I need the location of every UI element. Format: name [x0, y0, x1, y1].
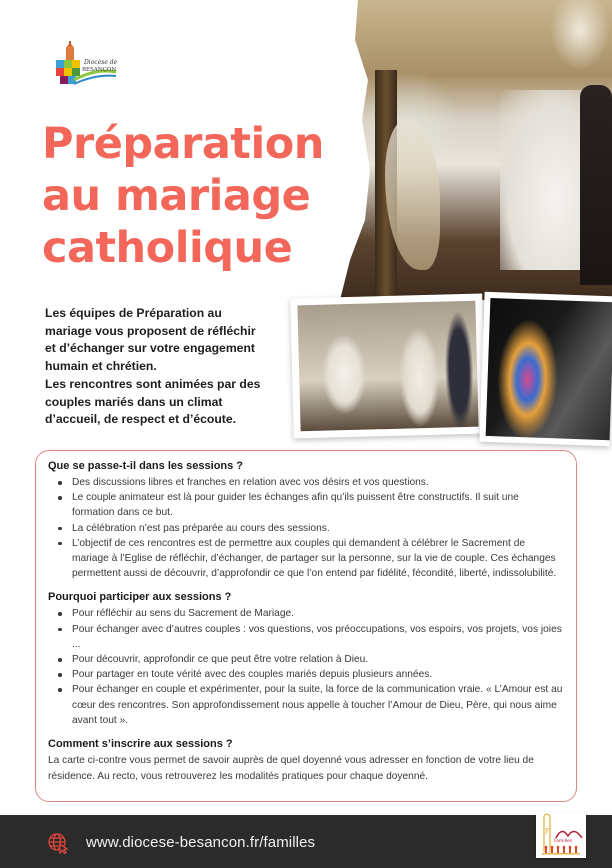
photo-stained-glass-image [486, 298, 612, 440]
list-item: La célébration n’est pas préparée au cours des sessions. [64, 521, 564, 536]
list-item: Pour découvrir, approfondir ce que peut être votre relation à Dieu. [64, 652, 564, 667]
bullet-list-what-happens [48, 475, 564, 581]
page-title [42, 118, 342, 274]
list-item: Des discussions libres et franches en relation avec vos désirs et vos questions. [64, 475, 564, 490]
intro-line: mariage vous proposent de réfléchir [45, 323, 256, 338]
register-paragraph: La carte ci-contre vous permet de savoir auprès de quel doyenné vous adresser en fonction de votre lieu de résidence. Au recto, vous retrouverez les modalités pratiques pour chaque doyenné. [48, 755, 534, 783]
photo-wedding-altar-image [297, 301, 478, 432]
intro-line: humain et chrétien. [45, 359, 157, 374]
groom-figure [580, 85, 612, 285]
list-item: Pour partager en toute vérité avec des couples mariés depuis plusieurs années. [64, 667, 564, 682]
diocese-logo [52, 38, 124, 92]
intro-text [45, 305, 295, 429]
photo-wedding-altar [290, 294, 486, 439]
list-item: Pour réfléchir au sens du Sacrement de Mariage. [64, 606, 564, 621]
intro-line: Les rencontres sont animées par des [45, 376, 261, 391]
info-box [35, 450, 577, 802]
intro-line: d’accueil, de respect et d’écoute. [45, 412, 237, 427]
svg-text:Diocèse de: Diocèse de [84, 59, 118, 66]
list-item: Pour échanger en couple et expérimenter, pour la suite, la force de la communication vraie. « L’Amour est au cœur des rencontres. Son approfondissement nous appelle à toucher l’Amour de Dieu, Père, qui nous aime avant tout ». [64, 682, 564, 728]
svg-text:F: F [545, 827, 550, 836]
list-item: L’objectif de ces rencontres est de permettre aux couples qui demandent à célébrer le Sacrement de mariage à l’Eglise de réfléchir, d’échanger, de partager sur la personne, sur la vie de couple. Ces échanges permettent aussi de découvrir, d’approfondir ce que l’on entend par fidélité, fécondité, liberté, indissolubilité. [64, 536, 564, 582]
familles-logo [536, 812, 586, 858]
list-item: Pour échanger avec d’autres couples : vos questions, vos préoccupations, vos espoirs, vos projets, vos joies ... [64, 622, 564, 652]
svg-text:Familles: Familles [554, 839, 573, 844]
section-title-why-participate: Pourquoi participer aux sessions ? [48, 591, 232, 604]
photo-stained-glass [479, 292, 612, 446]
diocese-logo-icon [52, 38, 124, 92]
intro-line: Les équipes de Préparation au [45, 306, 222, 320]
website-link[interactable]: www.diocese-besancon.fr/familles [86, 834, 316, 851]
section-title-what-happens: Que se passe-t-il dans les sessions ? [48, 460, 244, 472]
bullet-list-why-participate [48, 606, 564, 728]
list-item: Le couple animateur est là pour guider les échanges afin qu’ils puissent être constructifs. Il suit une formation dans ce but. [64, 490, 564, 520]
section-title-how-to-register: Comment s’inscrire aux sessions ? [48, 738, 233, 751]
intro-line: couples mariés dans un climat [45, 394, 223, 409]
title-line-3: catholique [42, 223, 293, 273]
familles-logo-icon [536, 812, 586, 858]
svg-text:BESANÇON: BESANÇON [82, 67, 117, 73]
title-line-2: au mariage [42, 171, 311, 221]
title-line-1: Préparation [42, 119, 324, 169]
globe-cursor-icon [47, 832, 69, 854]
intro-line: et d’échanger sur votre engagement [45, 341, 255, 356]
hero-photo-wedding-aisle [340, 0, 612, 300]
